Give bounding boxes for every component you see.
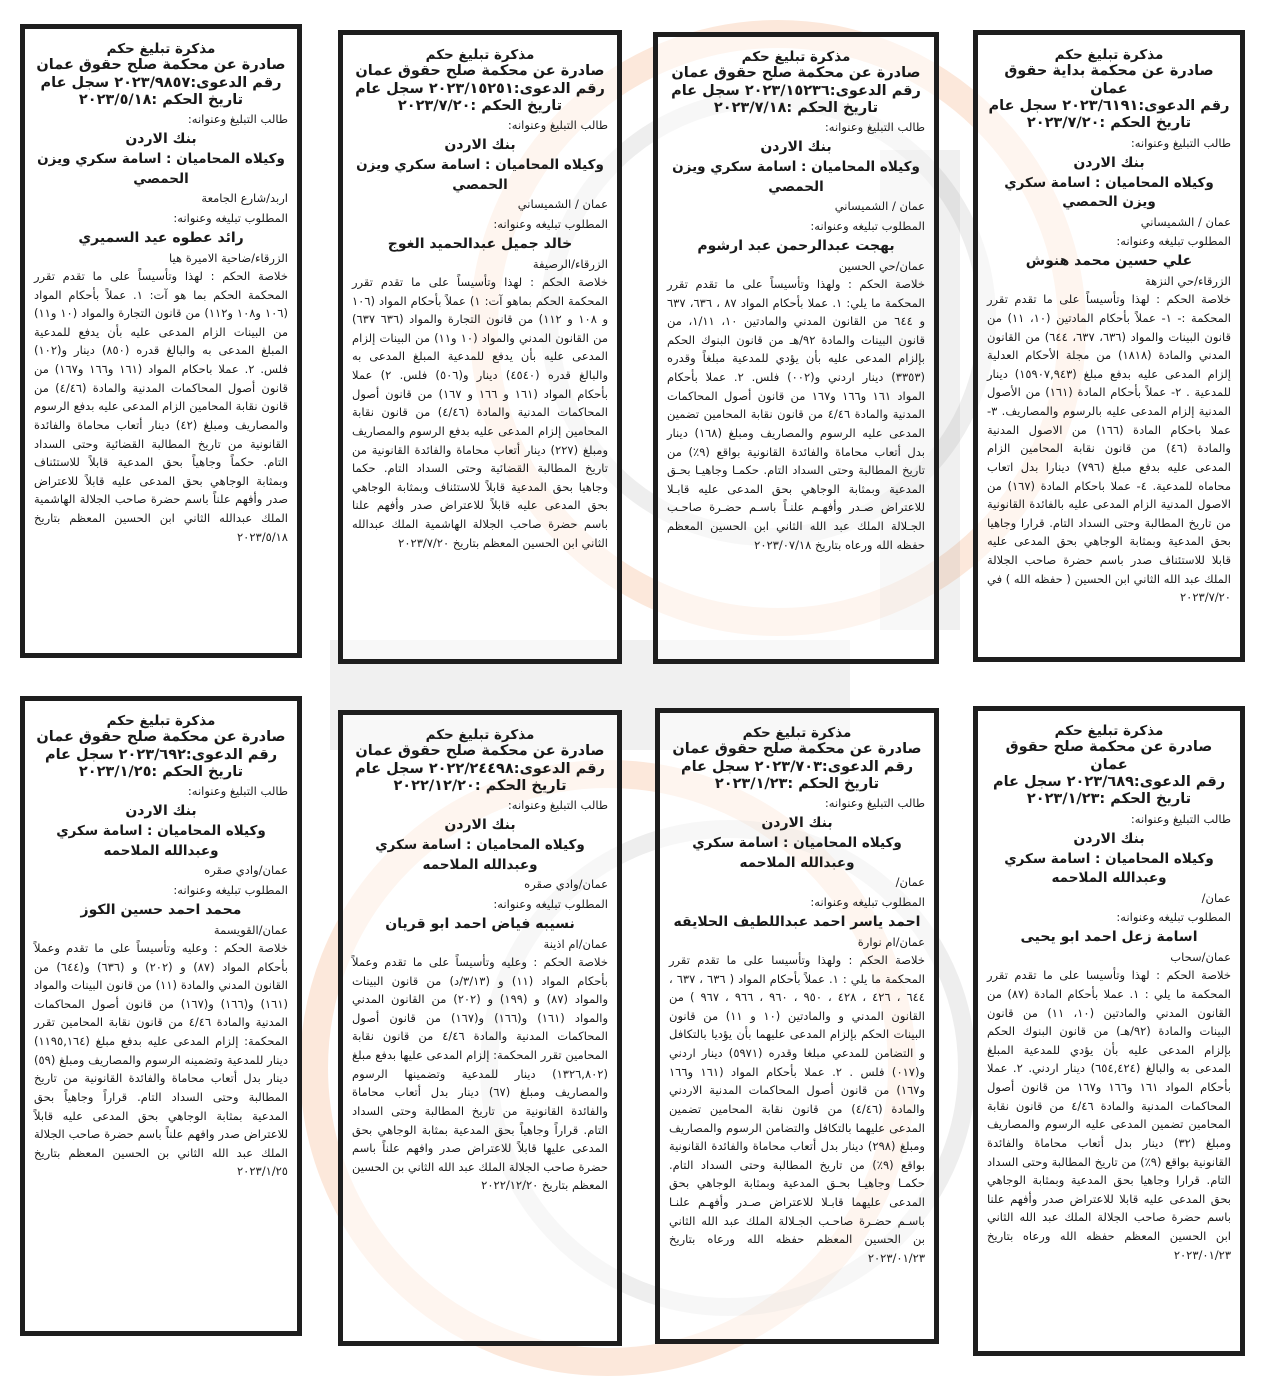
court-name: صادرة عن محكمة صلح حقوق عمان: [355, 63, 605, 80]
requester-name: بنك الاردن: [444, 137, 516, 154]
requester-label: طالب التبليغ وعنوانه:: [1130, 811, 1231, 826]
notice-card: [20, 696, 302, 1336]
judgment-summary: خلاصة الحكم : لهذا وتأسيساً على ما تقدم تقرر المحكمة :- ١- عملاً بأحكام المادتين (١٠، ١١) من قانون البينات والمواد (٦٣٦، ٦٣٧، ٦٤٤) من القانون المدني والمادة (١٨١٨) من مجلة الأحكام العدلية إلزام المدعى عليه بدفع مبلغ (١٥٩٠٧,٩٤٣) دينار للمدعية . ٢- عملاً بأحكام المادة (١٦١) من الأصول المدنية إلزام المدعى عليه بالرسوم والمصاريف. ٣- عملا باحكام المادة (١٦٦) من الاصول المدنية والمادة (٤٦) من قانون نقابة المحامين الزام المدعى عليه بدفع مبلغ (٧٩٦) دينارا بدل اتعاب محاماه للمدعية. ٤- عملا باحكام المادة (١٦٧) من الاصول المدنية الزام المدعى عليه بالفائدة القانونية من تاريخ المطالبة وحتى السداد التام. قرارا وجاهيا بحق المدعية وبمثابة الوجاهي بحق المدعى عليه قابلا للاستئناف صدر باسم حضرة صاحب الجلالة الملك عبد الله الثاني ابن الحسين ( حفظه الله ) في ٢٠٢٣/٧/٢٠: [987, 292, 1232, 605]
notice-title: مذكرة تبليغ حكم: [1054, 723, 1164, 739]
case-number: رقم الدعوى:٢٠٢٣/٦١٩١ سجل عام: [988, 97, 1230, 114]
lawyers: وكيلاه المحاميان : اسامة سكري وعبدالله الملاحمه: [56, 823, 266, 859]
requester-name: بنك الاردن: [125, 131, 197, 148]
respondent-label: المطلوب تبليغه وعنوانه:: [1116, 910, 1231, 925]
case-number: رقم الدعوى:٢٠٢٣/٦٨٩ سجل عام: [992, 773, 1226, 790]
notice-title: مذكرة تبليغ حكم: [741, 49, 851, 65]
respondent-address: الزرقاء/الرصيفة: [532, 256, 608, 271]
respondent-address: عمان/حي الحسين: [838, 258, 925, 273]
requester-name: بنك الاردن: [761, 815, 833, 832]
judgment-summary: خلاصة الحكم : ولهذا وتأسيسا على ما تقدم تقرر المحكمة ما يلي : ١. عملاً بأحكام المواد ( ٦٣٦ ، ٦٣٧ ، ٦٤٤ ، ٤٢٦ ، ٤٢٨ ، ٩٥٠ ، ٩٦٠ ، ٩٦٦ ، ٩٦٧ ) من القانون المدني و والمادتين (١٠ و ١١) من قانون البينات الحكم بإلزام المدعى عليهما بأن يؤديا بالتكافل و التضامن للمدعي مبلغا وقدره (٥٩٧١) دينار اردني و(٠١٧) فلس . ٢. عملا بأحكام المواد (١٦١ و١٦٦ و١٦٧) من قانون أصول المحاكمات المدنية الاردني والمادة (٤/٤٦) من قانون نقابة المحامين تضمين المدعى عليهما بالتكافل والتضامن الرسوم والمصاريف ومبلغ (٢٩٨) دينار بدل أتعاب محاماة والفائدة القانونية بواقع (٩٪) من تاريخ المطالبة وحتى السداد التام. حكمـا وجاهيـا بحـق المدعية وبمثابة الوجاهي بحق المدعى عليهما قابـلا للاعتراض صـدر وأفهـم علنـا باسـم حضـرة صاحـب الجـلالة الملك عبد الله الثاني بن الحسين المعظم حفظه الله ورعاه بتاريخ ٢٠٢٣/٠١/٢٣: [669, 952, 926, 1265]
court-name: صادرة عن محكمة صلح حقوق عمان: [1005, 739, 1213, 773]
requester-name: بنك الاردن: [1073, 154, 1145, 171]
notice-title: مذكرة تبليغ حكم: [106, 41, 216, 57]
respondent-name: رائد عطوه عيد السميري: [78, 229, 244, 246]
notice-card: [653, 32, 939, 664]
judgment-date: تاريخ الحكم :٢٠٢٣/٧/٢٠: [1026, 115, 1192, 132]
respondent-label: المطلوب تبليغه وعنوانه:: [810, 218, 925, 233]
requester-address: اربد/شارع الجامعة: [201, 191, 288, 206]
case-number: رقم الدعوى:٢٠٢٣/٦٩٢ سجل عام: [44, 746, 278, 763]
respondent-address: عمان/ام اذينة: [543, 936, 608, 951]
respondent-address: عمان/سحاب: [1170, 949, 1231, 964]
lawyers: وكيلاه المحاميان : اسامة سكري ويزن الحمصي: [37, 151, 285, 187]
court-name: صادرة عن محكمة صلح حقوق عمان: [671, 65, 921, 82]
notice-title: مذكرة تبليغ حكم: [742, 725, 852, 741]
requester-address: عمان/وادي صقره: [524, 877, 608, 892]
court-name: صادرة عن محكمة صلح حقوق عمان: [36, 57, 286, 74]
lawyers: وكيلاه المحاميان : اسامة سكري ويزن الحمصي: [356, 157, 604, 193]
case-number: رقم الدعوى:٢٠٢٣/١٥٢٥١ سجل عام: [355, 80, 605, 97]
notice-card: [20, 24, 302, 658]
notice-title: مذكرة تبليغ حكم: [106, 713, 216, 729]
lawyers: وكيلاه المحاميان : اسامة سكري وعبدالله الملاحمه: [375, 837, 585, 873]
lawyers: وكيلاه المحاميان : اسامة سكري ويزن الحمصي: [1004, 174, 1214, 211]
court-name: صادرة عن محكمة بداية حقوق عمان: [1004, 63, 1214, 97]
judgment-summary: خلاصة الحكم : وعليه وتأسيساً على ما تقدم وعملاً بأحكام المواد (٨٧) و (٢٠٢) و (٦٣٦) و(٦٤٤) من القانون المدني والمادة (١١) من قانون البينات والمواد (١٦١) و(١٦٦) و(١٦٧) من قانون أصول المحاكمات المدنية والمادة ٤/٤٦ من قانون نقابة المحامين تقرر المحكمة: إلزام المدعى عليه بدفع مبلغ (١١٩٥,١٦٤) دينار للمدعية وتضمينه الرسوم والمصاريف ومبلغ (٥٩) دينار بدل أتعاب محاماة والفائدة القانونية من تاريخ المطالبة وحتى السداد التام. قراراً وجاهياً بحق المدعية بمثابة الوجاهي بحق المدعى عليه قابلاً للاعتراض صدر وافهم علناً باسم حضرة صاحب الجلالة الملك عبد الله الثاني بن الحسين المعظم بتاريخ ٢٠٢٣/١/٢٥: [34, 940, 288, 1179]
judgment-summary: خلاصة الحكم : لهذا وتأسيساً على ما تقدم تقرر المحكمة الحكم بما هو آت: ١. عملاً بأحكام المواد (١٠٦ و١٠٨ و١١٢) من قانون التجارة والمواد (١٠ و١١) من البينات الزام المدعى عليه بأن يدفع للمدعية المبلغ المدعى به والبالغ قدره (٨٥٠) دينار و(١٠٢) فلس. ٢. عملا باحكام المواد (١٦١ و١٦٦ و١٦٧) من قانون أصول المحاكمات المدنية والمادة (٤/٤٦) من قانون نقابة المحامين الزام المدعى عليه بدفع الرسوم والمصاريف ومبلغ (٤٢) دينار أتعاب محاماة والفائدة القانونية من تاريخ المطالبة القضائية وحتى السداد التام. حكماً وجاهياً بحق المدعية قابلاً للاستئناف وبمثابة الوجاهي بحق المدعى عليه قابلاً للاعتراض صدر وأفهم علناً باسم حضرة صاحب الجلالة الهاشمية الملك عبدالله الثاني ابن الحسين المعظم بتاريخ ٢٠٢٣/٥/١٨: [34, 268, 289, 544]
notice-card: [973, 30, 1245, 662]
requester-address: عمان/: [895, 875, 925, 890]
judgment-date: تاريخ الحكم :٢٠٢٣/٧/١٨: [713, 99, 879, 116]
case-number: رقم الدعوى:٢٠٢٣/٧٠٣ سجل عام: [680, 758, 914, 775]
requester-label: طالب التبليغ وعنوانه:: [824, 120, 925, 135]
lawyers: وكيلاه المحاميان : اسامة سكري وعبدالله الملاحمه: [692, 835, 902, 871]
respondent-label: المطلوب تبليغه وعنوانه:: [810, 894, 925, 909]
requester-name: بنك الاردن: [125, 803, 197, 820]
requester-address: عمان/: [1201, 890, 1231, 905]
judgment-summary: خلاصة الحكم : لهذا وتأسيسا على ما تقدم تقرر المحكمة ما يلي : ١. عملا بأحكام المادة (٨٧) من القانون المدني والمادتين (١٠، ١١) من قانون البينات والمادة (٩٢/هـ) من قانون البنوك الحكم بإلزام المدعى عليه بأن يؤدي للمدعية المبلغ المدعى به والبالغ (٦٥٤,٤٢٤) دينار اردني. ٢. عملا بأحكام المواد ١٦١ و١٦٦ و١٦٧ من قانون أصول المحاكمات المدنية والمادة ٤/٤٦ من قانون نقابة المحامين تضمين المدعى عليه الرسوم والمصاريف ومبلغ (٣٢) دينار بدل أتعاب محاماة والفائدة القانونية بواقع (٩٪) من تاريخ المطالبة وحتى السداد التام. قرارا وجاهيا بحق المدعية وبمثابة الوجاهي بحق المدعى عليه قابلا للاعتراض صدر وأفهم علنا باسم حضرة صاحب الجلالة الملك عبد الله الثاني ابن الحسين المعظم حفظه الله ورعاه بتاريخ ٢٠٢٣/٠١/٢٣: [987, 968, 1232, 1262]
judgment-summary: خلاصة الحكم : وعليه وتأسيساً على ما تقدم وعملاً بأحكام المواد (١١) و (٣/١٣/د) من قانون البينات والمواد (٨٧) و (١٩٩) و (٢٠٢) من القانون المدني والمواد (١٦١) و(١٦٦) و(١٦٧) من قانون أصول المحاكمات المدنية والمادة ٤/٤٦ من قانون نقابة المحامين تقرر المحكمة: إلزام المدعى عليها بدفع مبلغ (١٣٢٦,٨٠٢) دينار للمدعية وتضمينها الرسوم والمصاريف ومبلغ (٦٧) دينار بدل أتعاب محاماة والفائدة القانونية من تاريخ المطالبة وحتى السداد التام. قراراً وجاهياً بحق المدعية بمثابة الوجاهي بحق المدعى عليها قابلاً للاعتراض صدر وافهم علناً باسم حضرة صاحب الجلالة الملك عبد الله الثاني بن الحسين المعظم بتاريخ ٢٠٢٢/١٢/٢٠: [352, 954, 609, 1193]
judgment-date: تاريخ الحكم :٢٠٢٣/١/٢٥: [78, 763, 244, 780]
court-name: صادرة عن محكمة صلح حقوق عمان: [355, 743, 605, 760]
requester-address: عمان/وادي صقره: [204, 863, 288, 878]
case-number: رقم الدعوى:٢٠٢٢/٢٤٤٩٨ سجل عام: [355, 760, 605, 777]
notice-card: [655, 708, 939, 1344]
notice-card: [338, 30, 622, 664]
judgment-summary: خلاصة الحكم : لهذا وتأسيساً على ما تقدم تقرر المحكمة الحكم بماهو آت: ١) عملاً بأحكام المواد (١٠٦ و ١٠٨ و ١١٢) من قانون التجارة والمواد (٦٣٦ ٦٣٧) من القانون المدني والمواد (١٠ و١١) من البينات إلزام المدعى عليه بأن يدفع للمدعية المبلغ المدعى به والبالغ قدره (٤٥٤٠) دينار و(٥٠٦) فلس. ٢) عملا بأحكام المواد (١٦١ و ١٦٦ و ١٦٧) من قانون أصول المحاكمات المدنية والمادة (٤/٤٦) من قانون نقابة المحامين إلزام المدعى عليه بدفع الرسوم والمصاريف ومبلغ (٢٢٧) دينار أتعاب محاماة والفائدة القانونية من تاريخ المطالبة القضائية وحتى السداد التام. حكما وجاهيا بحق المدعية قابلاً للاستئناف وبمثابة الوجاهي بحق المدعى عليه قابلاً للاعتراض صدر وأفهم علنا باسم حضرة صاحب الجلالة الهاشمية الملك عبدالله الثاني ابن الحسين المعظم بتاريخ ٢٠٢٣/٧/٢٠: [352, 274, 609, 550]
requester-name: بنك الاردن: [1073, 830, 1145, 847]
notice-title: مذكرة تبليغ حكم: [1054, 47, 1164, 63]
respondent-name: اسامة زعل احمد ابو يحيى: [1020, 928, 1198, 945]
respondent-label: المطلوب تبليغه وعنوانه:: [493, 216, 608, 231]
requester-address: عمان / الشميساني: [834, 199, 925, 214]
judgment-summary: خلاصة الحكم : ولهذا وتأسيساً على ما تقدم تقرر المحكمة ما يلي: ١. عملا بأحكام المواد ٨٧ ، ٦٣٦، ٦٣٧ و ٦٤٤ من القانون المدني والمادتين ١٠، ١/١١، من قانون البينات والمادة ٩٢/هـ من قانون البنوك الحكم بإلزام المدعى عليه بأن يؤدي للمدعية مبلغاً وقدره (٣٣٥٣) دينار اردني و(٠٠٢) فلس. ٢. عملا بأحكام المواد ١٦١ و١٦٦ و١٦٧ من قانون أصول المحاكمات المدنية والمادة ٤/٤٦ من قانون نقابة المحامين تضمين المدعى عليه الرسوم والمصاريف ومبلغ (١٦٨) دينار بدل أتعاب محاماة والفائدة القانونية بواقع (٩٪) من تاريخ المطالبة وحتى السداد التام. حكمـا وجاهيـا بحـق المدعية وبمثابة الوجاهي بحق المدعى عليه قابـلا للاعتراض صـدر وأفهـم علنـاً باسـم حضـرة صاحـب الجـلالة الملك عبد الله الثاني ابن الحسين المعظم حفظه الله ورعاه بتاريخ ٢٠٢٣/٠٧/١٨: [667, 276, 926, 552]
respondent-address: عمان/ام نوارة: [857, 934, 925, 949]
requester-label: طالب التبليغ وعنوانه:: [1130, 135, 1231, 150]
notice-title: مذكرة تبليغ حكم: [425, 727, 535, 743]
respondent-address: الزرقاء/ضاحية الاميرة هيا: [169, 250, 288, 265]
requester-label: طالب التبليغ وعنوانه:: [507, 118, 608, 133]
judgment-date: تاريخ الحكم :٢٠٢٣/١/٢٣: [1026, 791, 1192, 808]
notice-card: [338, 710, 622, 1346]
lawyers: وكيلاه المحاميان : اسامة سكري وعبدالله الملاحمه: [1004, 850, 1214, 887]
case-number: رقم الدعوى:٢٠٢٣/٩٨٥٧ سجل عام: [40, 74, 282, 91]
requester-address: عمان / الشميساني: [1140, 214, 1231, 229]
lawyers: وكيلاه المحاميان : اسامة سكري ويزن الحمصي: [672, 159, 920, 195]
judgment-date: تاريخ الحكم :٢٠٢٣/٥/١٨: [78, 91, 244, 108]
requester-name: بنك الاردن: [444, 817, 516, 834]
respondent-name: احمد ياسر احمد عبداللطيف الحلايقه: [673, 913, 921, 930]
judgment-date: تاريخ الحكم :٢٠٢٣/٧/٢٠: [397, 97, 563, 114]
case-number: رقم الدعوى:٢٠٢٣/١٥٢٣٦ سجل عام: [671, 82, 921, 99]
respondent-name: بهجت عبدالرحمن عبد ارشوم: [697, 237, 895, 254]
respondent-label: المطلوب تبليغه وعنوانه:: [173, 210, 288, 225]
requester-address: عمان / الشميساني: [517, 197, 608, 212]
respondent-label: المطلوب تبليغه وعنوانه:: [493, 896, 608, 911]
requester-label: طالب التبليغ وعنوانه:: [187, 784, 288, 799]
respondent-name: محمد احمد حسين الكوز: [80, 901, 242, 918]
requester-label: طالب التبليغ وعنوانه:: [187, 112, 288, 127]
requester-label: طالب التبليغ وعنوانه:: [824, 796, 925, 811]
judgment-date: تاريخ الحكم :٢٠٢٣/١/٢٣: [714, 775, 880, 792]
respondent-name: علي حسين محمد هنوش: [1025, 252, 1193, 269]
notice-title: مذكرة تبليغ حكم: [425, 47, 535, 63]
respondent-label: المطلوب تبليغه وعنوانه:: [173, 882, 288, 897]
respondent-address: عمان/القويسمة: [213, 922, 288, 937]
court-name: صادرة عن محكمة صلح حقوق عمان: [36, 729, 286, 746]
respondent-label: المطلوب تبليغه وعنوانه:: [1116, 234, 1231, 249]
requester-label: طالب التبليغ وعنوانه:: [507, 798, 608, 813]
requester-name: بنك الاردن: [760, 139, 832, 156]
respondent-name: خالد جميل عبدالحميد الغوج: [387, 235, 573, 252]
court-name: صادرة عن محكمة صلح حقوق عمان: [672, 741, 922, 758]
respondent-name: نسيبه فياض احمد ابو قريان: [385, 915, 575, 932]
judgment-date: تاريخ الحكم :٢٠٢٢/١٢/٢٠: [393, 777, 567, 794]
notice-card: [973, 706, 1245, 1356]
respondent-address: الزرقاء/حي النزهة: [1145, 273, 1231, 288]
